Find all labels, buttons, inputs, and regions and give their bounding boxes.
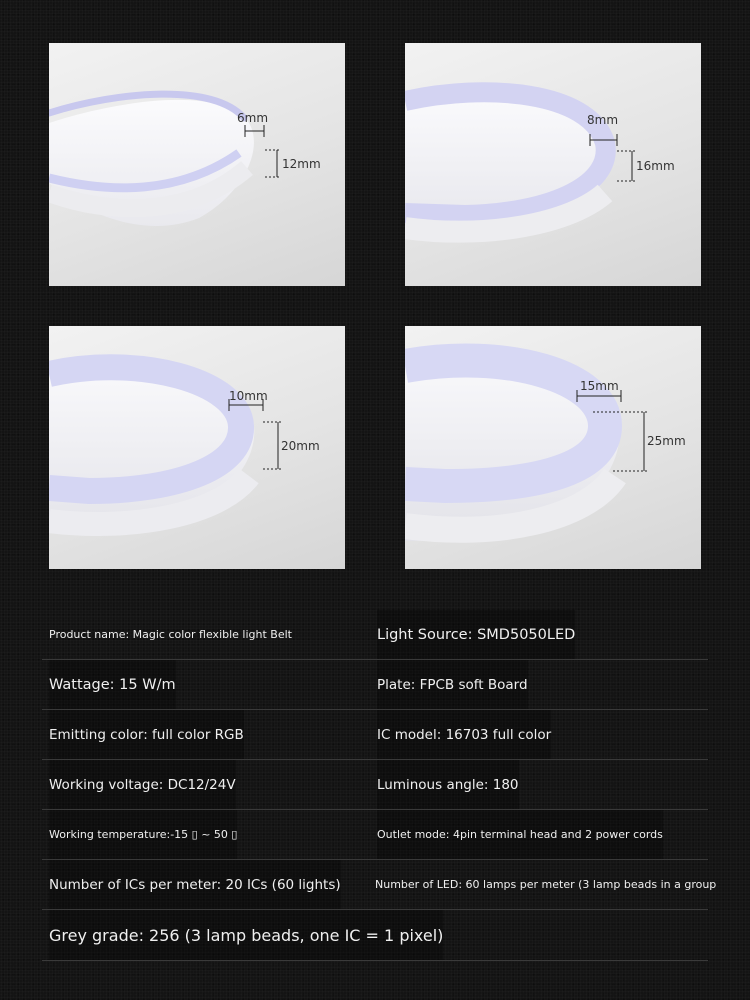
- spec-emitting-color: Emitting color: full color RGB: [49, 710, 244, 759]
- spec-outlet-mode: Outlet mode: 4pin terminal head and 2 power cords: [377, 810, 663, 859]
- neon-strip-illustration: [405, 43, 701, 286]
- height-dimension: 16mm: [636, 159, 675, 173]
- product-photo-15x25: [405, 326, 701, 569]
- product-photo-8x16: [405, 43, 701, 286]
- neon-strip-illustration: [49, 326, 345, 569]
- spec-row: [42, 610, 708, 660]
- spec-luminous-angle: Luminous angle: 180: [377, 760, 519, 809]
- width-dimension: 8mm: [587, 113, 619, 127]
- height-dimension: 25mm: [647, 434, 686, 448]
- spec-working-voltage: Working voltage: DC12/24V: [49, 760, 236, 809]
- product-photo-6x12: [49, 43, 345, 286]
- spec-working-temperature: Working temperature:-15 ▯ ~ 50 ▯: [49, 810, 237, 859]
- product-photo-10x20: [49, 326, 345, 569]
- spec-ic-model: IC model: 16703 full color: [377, 710, 551, 759]
- neon-strip-illustration: [49, 43, 345, 286]
- spec-plate: Plate: FPCB soft Board: [377, 660, 528, 709]
- spec-number-of-led: Number of LED: 60 lamps per meter (3 lamp beads in a group: [375, 878, 717, 891]
- spec-row: [42, 710, 708, 760]
- spec-table: [42, 610, 717, 961]
- spec-ics-per-meter: Number of ICs per meter: 20 ICs (60 lights): [49, 860, 341, 909]
- spec-row: [42, 810, 708, 860]
- width-dimension: 10mm: [229, 389, 268, 403]
- spec-wattage: Wattage: 15 W/m: [49, 660, 176, 709]
- width-dimension: 15mm: [580, 379, 619, 393]
- width-dimension: 6mm: [237, 111, 269, 125]
- height-dimension: 12mm: [282, 157, 321, 171]
- spec-row: [42, 760, 708, 810]
- neon-strip-illustration: [405, 326, 701, 569]
- spec-row: [42, 910, 708, 961]
- spec-light-source: Light Source: SMD5050LED: [377, 610, 575, 659]
- spec-row: [42, 660, 708, 710]
- height-dimension: 20mm: [281, 439, 320, 453]
- spec-product-name: Product name: Magic color flexible light Belt: [49, 628, 292, 641]
- spec-grey-grade: Grey grade: 256 (3 lamp beads, one IC = 1 pixel): [49, 910, 443, 960]
- spec-row: [42, 860, 717, 910]
